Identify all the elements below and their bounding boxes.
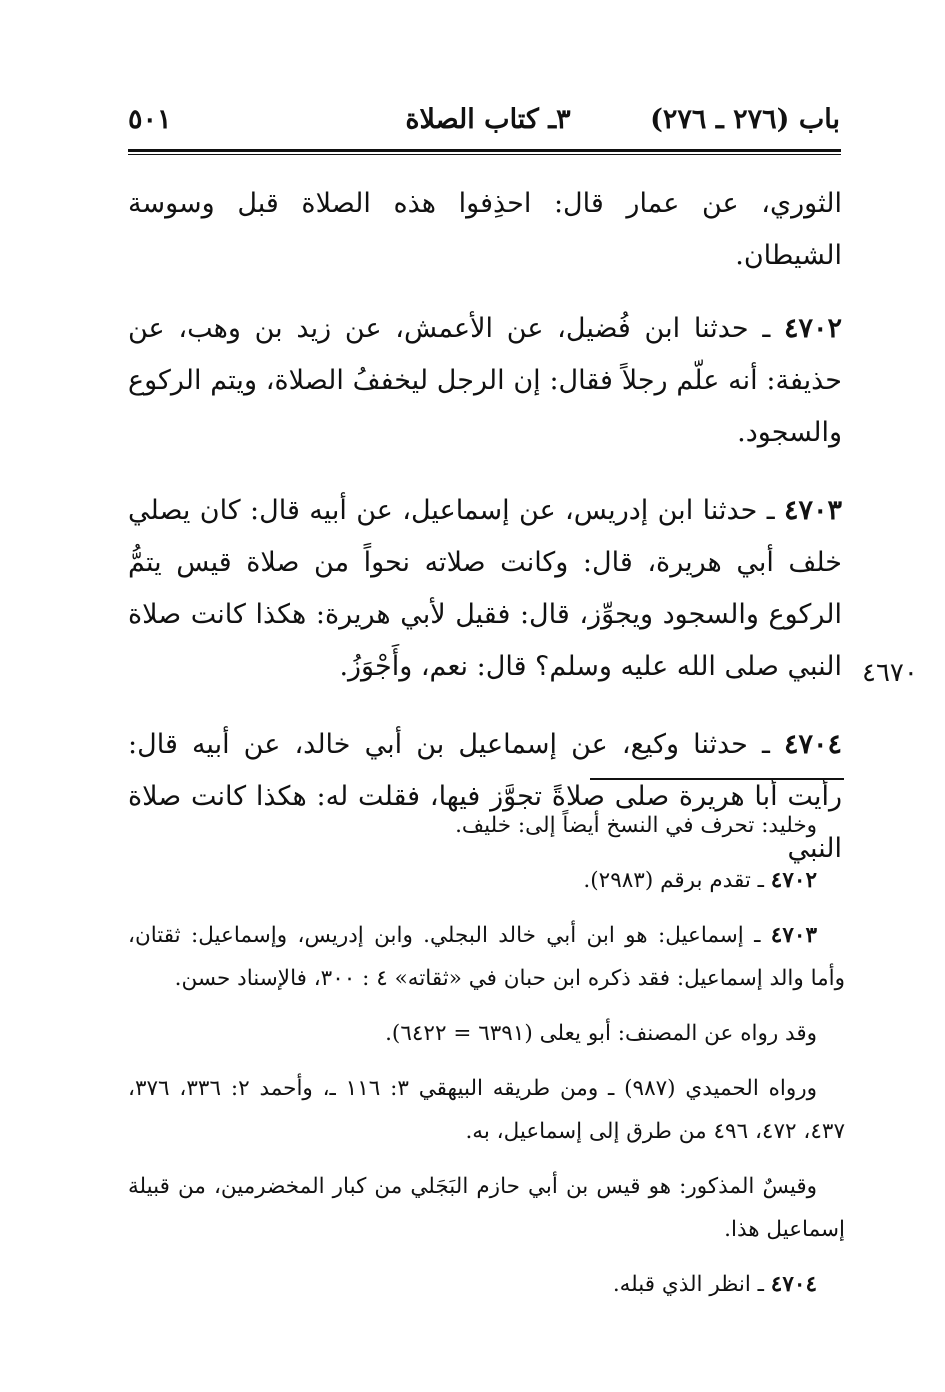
footnote: ورواه الحميدي (٩٨٧) ـ ومن طريقه البيهقي ٣: ١١٦ ـ، وأحمد ٢: ٣٣٦، ٣٧٦، ٤٣٧، ٤٧٢، ٤٩٦ من طرق إلى إسماعيل، به. — [128, 1076, 845, 1144]
footnote — [128, 914, 845, 1000]
running-header — [128, 98, 840, 148]
hadith-paragraph — [128, 485, 842, 693]
hadith-number: ٤٧٠٢ — [783, 313, 842, 344]
footnote: وخليد: تحرف في النسخ أيضاً إلى: خليف. — [455, 813, 817, 838]
footnote-number: ٤٧٠٢ — [770, 868, 817, 893]
footnote: وقد رواه عن المصنف: أبو يعلى (٦٣٩١ = ٦٤٢٢). — [385, 1021, 817, 1046]
footnote — [128, 859, 845, 902]
hadith-text: ـ حدثنا ابن إدريس، عن إسماعيل، عن أبيه قال: كان يصلي خلف أبي هريرة، قال: وكانت صلاته نحواً من صلاة قيس يتمُّ الركوع والسجود ويجوِّز، قال: فقيل لأبي هريرة: هكذا كانت صلاة النبي صلى الله عليه وسلم؟ قال: نعم، وأَجْوَزُ. — [128, 495, 842, 682]
main-text — [128, 178, 842, 875]
header-divider — [128, 149, 841, 155]
footnotes — [128, 804, 845, 1318]
page-number: ٥٠١ — [128, 104, 172, 135]
book-title: ٣ـ كتاب الصلاة — [405, 104, 571, 135]
hadith-paragraph — [128, 303, 842, 459]
hadith-number: ٤٧٠٣ — [783, 495, 842, 526]
footnote-number: ٤٧٠٣ — [770, 923, 817, 948]
hadith-text: ـ حدثنا ابن فُضيل، عن الأعمش، عن زيد بن وهب، عن حذيفة: أنه علّم رجلاً فقال: إن الرجل ليخففُ الصلاة، ويتم الركوع والسجود. — [128, 313, 842, 448]
footnote: وقيسٌ المذكور: هو قيس بن أبي حازم البَجَلي من كبار المخضرمين، من قبيلة إسماعيل هذا. — [128, 1174, 845, 1242]
footnote-text: ـ تقدم برقم (٢٩٨٣). — [583, 868, 764, 893]
footnote-text: ـ إسماعيل: هو ابن أبي خالد البجلي. وابن إدريس، وإسماعيل: ثقتان، وأما والد إسماعيل: فقد ذكره ابن حبان في «ثقاته» ٤ : ٣٠٠، فالإسناد حسن. — [128, 923, 845, 991]
footnote — [128, 1263, 845, 1306]
footnote-divider — [590, 778, 844, 780]
chapter-title: باب (٢٧٦ ـ ٢٧٦) — [650, 104, 840, 135]
hadith-number: ٤٧٠٤ — [783, 729, 842, 760]
margin-reference-number: ٤٦٧٠ — [862, 658, 918, 688]
hadith-text: ـ حدثنا وكيع، عن إسماعيل بن أبي خالد، عن أبيه قال: رأيت أبا هريرة صلى صلاةً تجوَّز فيها، فقلت له: هكذا كانت صلاة النبي — [128, 729, 842, 864]
footnote-number: ٤٧٠٤ — [770, 1272, 817, 1297]
footnote-text: ـ انظر الذي قبله. — [612, 1272, 764, 1297]
intro-paragraph: الثوري، عن عمار قال: احذِفوا هذه الصلاة قبل وسوسة الشيطان. — [128, 188, 842, 271]
